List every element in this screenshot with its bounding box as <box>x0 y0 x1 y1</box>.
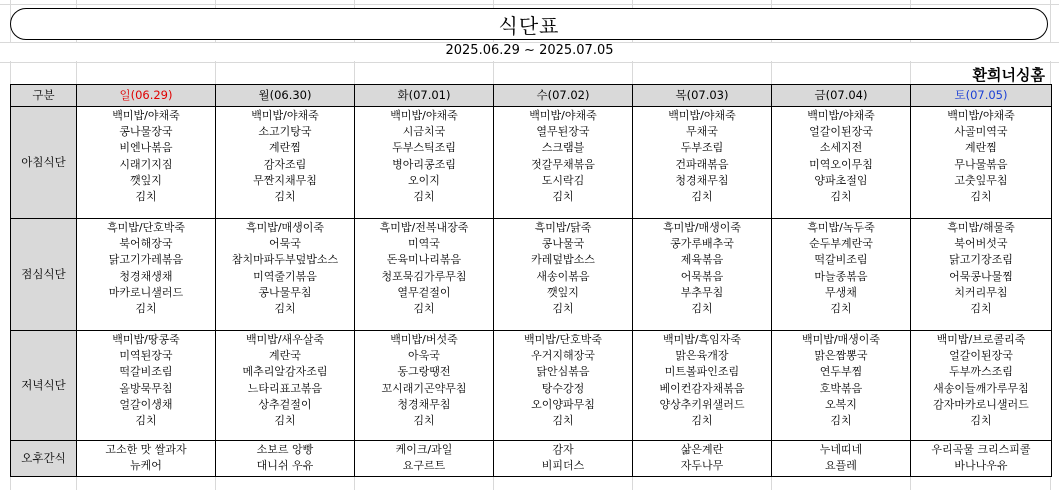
menu-cell[interactable] <box>772 219 911 331</box>
menu-item: 대니쉬 우유 <box>256 459 314 473</box>
menu-items <box>77 107 215 205</box>
date-range: 2025.06.29 ~ 2025.07.05 <box>0 43 1059 61</box>
day-header-thu[interactable]: 목(07.03) <box>633 85 772 107</box>
menu-cell[interactable] <box>633 107 772 219</box>
menu-item: 돈육미나리볶음 <box>386 253 462 267</box>
menu-item: 흑미밥/매생이죽 <box>662 221 742 234</box>
menu-cell[interactable] <box>216 219 355 331</box>
menu-item: 김치 <box>552 301 574 315</box>
menu-item: 병아리콩조림 <box>392 157 456 171</box>
menu-item: 흑미밥/단호박죽 <box>106 221 186 234</box>
menu-item: 고소한 맛 쌀과자 <box>105 443 187 456</box>
menu-item: 김치 <box>274 301 296 315</box>
menu-item: 백미밥/단호박죽 <box>523 333 603 346</box>
menu-items <box>772 331 910 429</box>
menu-item: 깻잎지 <box>130 173 162 187</box>
meal-label[interactable]: 점심식단 <box>11 219 77 331</box>
menu-item: 떡갈비조림 <box>119 365 173 379</box>
menu-item: 김치 <box>552 413 574 427</box>
menu-cell[interactable] <box>355 219 494 331</box>
menu-item: 백미밥/땅콩죽 <box>112 333 180 346</box>
menu-item: 새송이들깨가루무침 <box>933 381 1029 395</box>
menu-cell[interactable] <box>911 331 1052 441</box>
menu-item: 오이양파무침 <box>531 397 595 411</box>
menu-item: 부추무침 <box>680 285 724 299</box>
menu-cell[interactable] <box>494 441 633 477</box>
meal-label[interactable]: 오후간식 <box>11 441 77 477</box>
menu-items <box>355 331 493 429</box>
menu-items <box>355 219 493 317</box>
menu-item: 김치 <box>413 189 435 203</box>
menu-item: 청경채생채 <box>119 269 173 283</box>
menu-item: 연두부찜 <box>819 365 863 379</box>
menu-item: 시래기지짐 <box>119 157 173 171</box>
menu-item: 탕수강정 <box>541 381 585 395</box>
menu-item: 백미밥/버섯죽 <box>390 333 458 346</box>
menu-item: 청포묵김가루무침 <box>381 269 467 283</box>
menu-item: 미역된장국 <box>119 349 173 363</box>
menu-item: 우거지해장국 <box>531 349 595 363</box>
menu-item: 김치 <box>413 301 435 315</box>
menu-item: 계란국 <box>269 349 301 363</box>
meal-label[interactable]: 아침식단 <box>11 107 77 219</box>
menu-item: 백미밥/야채죽 <box>390 109 458 122</box>
menu-cell[interactable] <box>355 441 494 477</box>
menu-item: 맑은육개장 <box>675 349 729 363</box>
menu-item: 콩나물국 <box>541 237 585 251</box>
meal-row <box>11 219 1052 331</box>
menu-item: 동그랑땡전 <box>397 365 451 379</box>
menu-item: 양파초절임 <box>814 173 868 187</box>
menu-cell[interactable] <box>772 331 911 441</box>
menu-items <box>494 441 632 474</box>
menu-items <box>633 219 771 317</box>
menu-items <box>494 219 632 317</box>
menu-item: 얼갈이된장국 <box>949 349 1013 363</box>
menu-items <box>494 331 632 429</box>
menu-items <box>494 107 632 205</box>
menu-item: 계란찜 <box>269 141 301 155</box>
menu-item: 소보르 앙빵 <box>256 443 314 456</box>
meal-row <box>11 331 1052 441</box>
menu-items <box>77 219 215 317</box>
menu-item: 건파래볶음 <box>675 157 729 171</box>
menu-item: 청경채무침 <box>397 397 451 411</box>
menu-item: 두부스틱조림 <box>392 141 456 155</box>
menu-item: 얼갈이생채 <box>119 397 173 411</box>
menu-item: 뉴케어 <box>130 459 162 473</box>
menu-item: 열무겉절이 <box>397 285 451 299</box>
menu-items <box>911 219 1051 317</box>
menu-item: 무생채 <box>825 285 857 299</box>
menu-cell[interactable] <box>77 441 216 477</box>
menu-item: 두부조림 <box>680 141 724 155</box>
menu-item: 김치 <box>830 413 852 427</box>
menu-item: 오이지 <box>408 173 440 187</box>
menu-item: 삶은계란 <box>680 443 724 456</box>
menu-cell[interactable] <box>772 107 911 219</box>
menu-item: 미역국 <box>408 237 440 251</box>
menu-item: 비피더스 <box>541 459 585 473</box>
grid-line <box>0 62 1059 63</box>
menu-item: 김치 <box>552 189 574 203</box>
menu-item: 백미밥/새우살죽 <box>245 333 325 346</box>
menu-item: 김치 <box>970 301 992 315</box>
menu-item: 무채국 <box>686 125 718 139</box>
menu-item: 순두부계란국 <box>809 237 873 251</box>
menu-cell[interactable] <box>494 107 633 219</box>
menu-item: 김치 <box>691 301 713 315</box>
day-header-mon[interactable]: 월(06.30) <box>216 85 355 107</box>
menu-item: 요구르트 <box>402 459 446 473</box>
menu-item: 흑미밥/해물죽 <box>947 221 1015 234</box>
menu-item: 백미밥/흑임자죽 <box>662 333 742 346</box>
organization-name: 환희너싱홈 <box>969 64 1045 84</box>
menu-items <box>911 441 1051 474</box>
menu-items <box>633 331 771 429</box>
menu-items <box>77 441 215 474</box>
menu-items <box>216 441 354 474</box>
menu-item: 소세지전 <box>819 141 863 155</box>
day-header-wed[interactable]: 수(07.02) <box>494 85 633 107</box>
menu-item: 김치 <box>274 189 296 203</box>
menu-table <box>10 84 1052 477</box>
menu-item: 김치 <box>135 413 157 427</box>
day-header-sun[interactable]: 일(06.29) <box>77 85 216 107</box>
menu-items <box>355 107 493 205</box>
menu-item: 감자조림 <box>263 157 307 171</box>
menu-item: 스크램블 <box>541 141 585 155</box>
menu-item: 마카로니샐러드 <box>108 285 184 299</box>
menu-item: 소고기탕국 <box>258 125 312 139</box>
menu-cell[interactable] <box>633 441 772 477</box>
menu-item: 호박볶음 <box>819 381 863 395</box>
meal-row <box>11 441 1052 477</box>
menu-items <box>911 107 1051 205</box>
menu-item: 자두나무 <box>680 459 724 473</box>
menu-item: 김치 <box>135 189 157 203</box>
page-title: 식단표 <box>10 8 1048 40</box>
menu-item: 감자마카로니샐러드 <box>933 397 1029 411</box>
menu-item: 어묵볶음 <box>680 269 724 283</box>
menu-item: 아욱국 <box>408 349 440 363</box>
menu-item: 베이컨감자채볶음 <box>659 381 745 395</box>
menu-item: 김치 <box>413 413 435 427</box>
menu-item: 백미밥/브로콜리죽 <box>936 333 1026 346</box>
menu-item: 백미밥/야채죽 <box>529 109 597 122</box>
menu-items <box>633 441 771 474</box>
menu-item: 김치 <box>830 301 852 315</box>
menu-cell[interactable] <box>77 331 216 441</box>
menu-item: 젓갈무채볶음 <box>531 157 595 171</box>
menu-item: 메추리알감자조림 <box>242 365 328 379</box>
header-row <box>11 85 1052 107</box>
menu-item: 비엔나볶음 <box>119 141 173 155</box>
menu-item: 미트볼파인조림 <box>664 365 740 379</box>
menu-item: 어묵콩나물찜 <box>949 269 1013 283</box>
grid-line <box>0 4 1059 5</box>
menu-item: 닭고기가레볶음 <box>108 253 184 267</box>
meal-row <box>11 107 1052 219</box>
menu-item: 요플레 <box>825 459 857 473</box>
menu-item: 감자 <box>552 443 574 456</box>
menu-item: 백미밥/매생이죽 <box>801 333 881 346</box>
menu-item: 상추겉절이 <box>258 397 312 411</box>
menu-items <box>77 331 215 429</box>
menu-item: 무짠지채무침 <box>253 173 317 187</box>
menu-item: 콩나물장국 <box>119 125 173 139</box>
menu-item: 계란찜 <box>965 141 997 155</box>
menu-item: 백미밥/야채죽 <box>947 109 1015 122</box>
menu-cell[interactable] <box>216 331 355 441</box>
menu-item: 백미밥/야채죽 <box>668 109 736 122</box>
menu-cell[interactable] <box>216 441 355 477</box>
menu-item: 누네띠네 <box>819 443 863 456</box>
menu-cell[interactable] <box>216 107 355 219</box>
menu-item: 올방묵무침 <box>119 381 173 395</box>
menu-item: 김치 <box>970 189 992 203</box>
menu-item: 깻잎지 <box>547 285 579 299</box>
menu-item: 콩가루배추국 <box>670 237 734 251</box>
menu-cell[interactable] <box>911 441 1052 477</box>
menu-item: 북어해장국 <box>119 237 173 251</box>
menu-cell[interactable] <box>911 107 1052 219</box>
day-header-sat[interactable]: 토(07.05) <box>911 85 1052 107</box>
menu-items <box>216 219 354 317</box>
menu-item: 카레덮밥소스 <box>531 253 595 267</box>
menu-item: 케이크/과일 <box>395 443 453 456</box>
menu-items <box>216 107 354 205</box>
menu-item: 마늘종볶음 <box>814 269 868 283</box>
menu-item: 북어버섯국 <box>954 237 1008 251</box>
menu-item: 참치마파두부덮밥소스 <box>231 253 339 267</box>
menu-cell[interactable] <box>77 219 216 331</box>
menu-item: 백미밥/야채죽 <box>807 109 875 122</box>
menu-item: 흑미밥/전복내장죽 <box>379 221 469 234</box>
menu-item: 도시락김 <box>541 173 585 187</box>
menu-item: 치커리무침 <box>954 285 1008 299</box>
menu-item: 열무된장국 <box>536 125 590 139</box>
menu-cell[interactable] <box>355 331 494 441</box>
menu-items <box>633 107 771 205</box>
menu-item: 닭안심볶음 <box>536 365 590 379</box>
menu-item: 흑미밥/매생이죽 <box>245 221 325 234</box>
menu-item: 백미밥/야채죽 <box>112 109 180 122</box>
menu-item: 오복지 <box>825 397 857 411</box>
menu-item: 백미밥/야채죽 <box>251 109 319 122</box>
menu-cell[interactable] <box>494 219 633 331</box>
menu-cell[interactable] <box>911 219 1052 331</box>
menu-item: 느타리표고볶음 <box>247 381 323 395</box>
menu-item: 새송이볶음 <box>536 269 590 283</box>
menu-item: 미역오이무침 <box>809 157 873 171</box>
menu-items <box>911 331 1051 429</box>
menu-item: 김치 <box>135 301 157 315</box>
menu-items <box>772 107 910 205</box>
menu-item: 김치 <box>970 413 992 427</box>
day-header-tue[interactable]: 화(07.01) <box>355 85 494 107</box>
menu-items <box>772 441 910 474</box>
menu-cell[interactable] <box>494 331 633 441</box>
menu-item: 시금치국 <box>402 125 446 139</box>
category-header[interactable]: 구분 <box>11 85 77 107</box>
menu-item: 맑은짬뽕국 <box>814 349 868 363</box>
menu-item: 우리곡물 크리스피콜 <box>931 443 1031 456</box>
menu-cell[interactable] <box>633 331 772 441</box>
menu-item: 제육볶음 <box>680 253 724 267</box>
menu-cell[interactable] <box>633 219 772 331</box>
menu-item: 김치 <box>274 413 296 427</box>
menu-item: 떡갈비조림 <box>814 253 868 267</box>
menu-item: 청경채무침 <box>675 173 729 187</box>
menu-item: 어묵국 <box>269 237 301 251</box>
menu-item: 김치 <box>691 413 713 427</box>
menu-item: 김치 <box>691 189 713 203</box>
menu-item: 흑미밥/닭죽 <box>534 221 592 234</box>
menu-item: 바나나우유 <box>954 459 1008 473</box>
menu-items <box>772 219 910 317</box>
menu-cell[interactable] <box>77 107 216 219</box>
menu-items <box>355 441 493 474</box>
menu-item: 김치 <box>830 189 852 203</box>
menu-item: 흑미밥/녹두죽 <box>807 221 875 234</box>
menu-item: 꼬시래기곤약무침 <box>381 381 467 395</box>
menu-item: 미역줄기볶음 <box>253 269 317 283</box>
meal-label[interactable]: 저녁식단 <box>11 331 77 441</box>
day-header-fri[interactable]: 금(07.04) <box>772 85 911 107</box>
menu-cell[interactable] <box>772 441 911 477</box>
menu-item: 닭고기장조림 <box>949 253 1013 267</box>
menu-item: 콩나물무침 <box>258 285 312 299</box>
menu-cell[interactable] <box>355 107 494 219</box>
menu-item: 사골미역국 <box>954 125 1008 139</box>
menu-item: 양상추키위샐러드 <box>659 397 745 411</box>
menu-item: 고춧잎무침 <box>954 173 1008 187</box>
menu-items <box>216 331 354 429</box>
menu-item: 무나물볶음 <box>954 157 1008 171</box>
menu-item: 얼갈이된장국 <box>809 125 873 139</box>
menu-item: 두부까스조림 <box>949 365 1013 379</box>
